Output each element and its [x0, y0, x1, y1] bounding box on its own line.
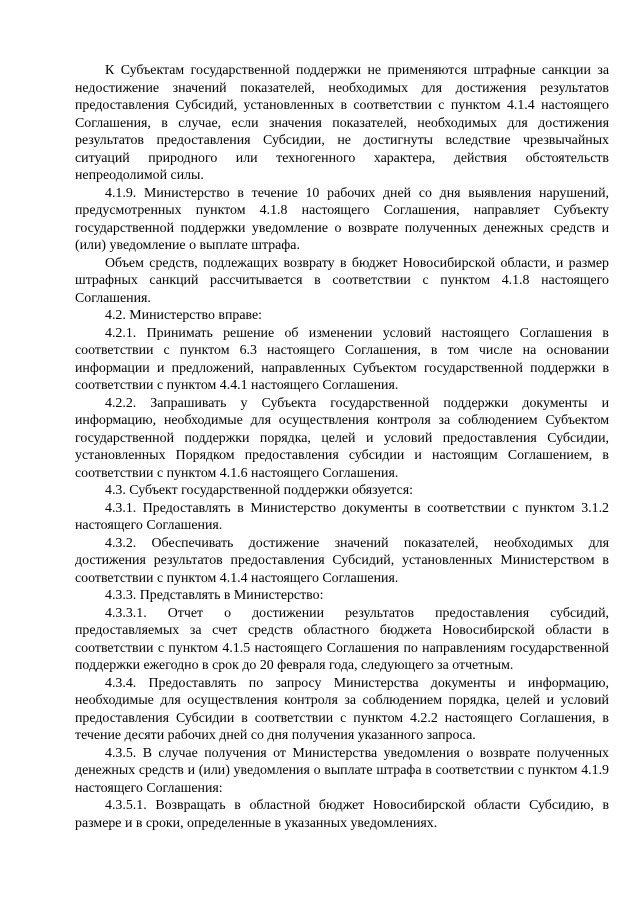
- paragraph-4-1-9: 4.1.9. Министерство в течение 10 рабочих дней со дня выявления нарушений, предусмотренных пунктом 4.1.8 настоящего Соглашения, направляет Субъекту государственной поддержки уведомление о возврате полученных денежных средств и (или) уведомление о выплате штрафа.: [75, 185, 609, 253]
- paragraph-refund-volume: Объем средств, подлежащих возврату в бюджет Новосибирской области, и размер штрафных санкций рассчитывается в соответствии с пунктом 4.1.8 настоящего Соглашения.: [75, 255, 609, 306]
- paragraph-penalty-exemption: К Субъектам государственной поддержки не применяются штрафные санкции за недостижение значений показателей, необходимых для достижения результатов предоставления Субсидий, установленных в соответствии с пунктом 4.1.4 настоящего Соглашения, в случае, если значения показателей, необходимых для достижения результатов предоставления Субсидии, не достигнуты вследствие чрезвычайных ситуаций природного или техногенного характера, действия обстоятельств непреодолимой силы.: [75, 63, 609, 183]
- paragraph-4-3-5: 4.3.5. В случае получения от Министерства уведомления о возврате полученных денежных средств и (или) уведомления о выплате штрафа в соответствии с пунктом 4.1.9 настоящего Соглашения:: [75, 745, 609, 796]
- paragraph-4-3-1: 4.3.1. Предоставлять в Министерство документы в соответствии с пунктом 3.1.2 настоящего Соглашения.: [75, 500, 609, 533]
- paragraph-4-3-3-1: 4.3.3.1. Отчет о достижении результатов предоставления субсидий, предоставляемых за счет средств областного бюджета Новосибирской области в соответствии с пунктом 4.1.5 настоящего Соглашения по направлениям государственной поддержки ежегодно в срок до 20 февраля года, следующего за отчетным.: [75, 605, 609, 673]
- paragraph-4-3-5-1: 4.3.5.1. Возвращать в областной бюджет Новосибирской области Субсидию, в размере и в сроки, определенные в указанных уведомлениях.: [75, 798, 609, 831]
- paragraph-4-3-2: 4.3.2. Обеспечивать достижение значений показателей, необходимых для достижения результатов предоставления Субсидий, установленных Министерством в соответствии с пунктом 4.1.4 настоящего Соглашения.: [75, 535, 609, 586]
- paragraph-4-3: 4.3. Субъект государственной поддержки обязуется:: [105, 483, 413, 498]
- document-page: [75, 62, 609, 832]
- paragraph-4-3-3: 4.3.3. Представлять в Министерство:: [105, 588, 324, 603]
- paragraph-4-2: 4.2. Министерство вправе:: [105, 308, 263, 323]
- paragraph-4-2-1: 4.2.1. Принимать решение об изменении условий настоящего Соглашения в соответствии с пунктом 6.3 настоящего Соглашения, в том числе на основании информации и предложений, направленных Субъектом государственной поддержки в соответствии с пунктом 4.4.1 настоящего Соглашения.: [75, 325, 609, 393]
- paragraph-4-2-2: 4.2.2. Запрашивать у Субъекта государственной поддержки документы и информацию, необходимые для осуществления контроля за соблюдением Субъектом государственной поддержки порядка, целей и условий предоставления Субсидии, установленных Порядком предоставления субсидии и настоящим Соглашением, в соответствии с пунктом 4.1.6 настоящего Соглашения.: [75, 395, 609, 481]
- paragraph-4-3-4: 4.3.4. Предоставлять по запросу Министерства документы и информацию, необходимые для осуществления контроля за соблюдением порядка, целей и условий предоставления Субсидии в соответствии с пунктом 4.2.2 настоящего Соглашения, в течение десяти рабочих дней со дня получения указанного запроса.: [75, 675, 609, 743]
